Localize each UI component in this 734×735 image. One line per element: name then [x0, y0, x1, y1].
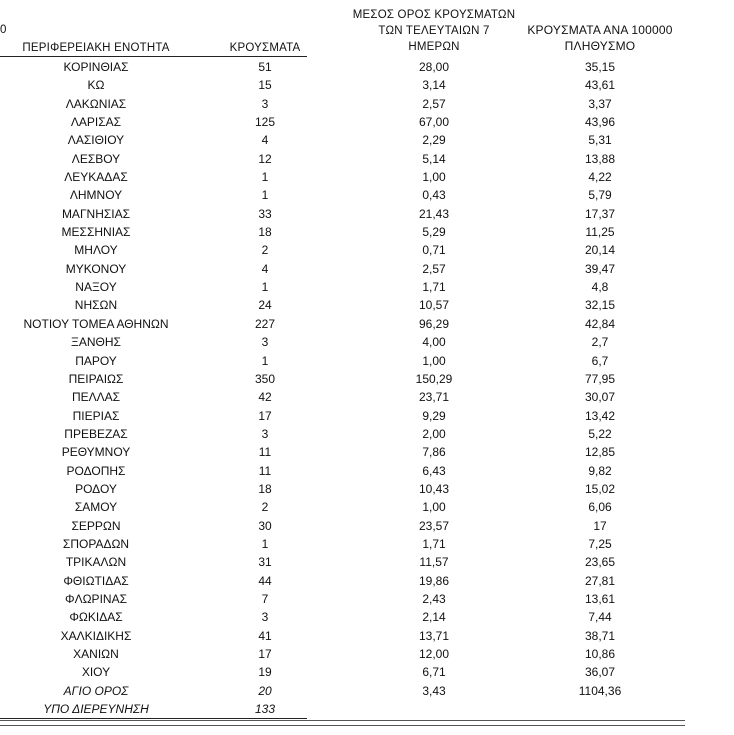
seven-day-average-cell: 96,29: [418, 316, 450, 331]
cases-cell: 2: [261, 500, 269, 515]
cases-cell: 17: [258, 647, 272, 661]
cases-cell: 24: [258, 298, 272, 313]
cases-per-100k-cell: 17,37: [584, 206, 616, 221]
region-cell: ΥΠΟ ΔΙΕΡΕΥΝΗΣΗ: [43, 702, 149, 717]
cases-per-100k-cell: 7,25: [588, 536, 612, 551]
seven-day-average-cell: 1,00: [422, 500, 446, 515]
header-avg-line-3: ΗΜΕΡΩΝ: [408, 41, 460, 53]
table-row: [0, 315, 734, 333]
cases-per-100k-cell: 13,42: [584, 408, 616, 423]
cases-cell: 15: [258, 78, 272, 93]
cases-cell: 33: [258, 206, 272, 221]
table-row: [0, 682, 734, 700]
cases-per-100k-cell: 32,15: [584, 298, 616, 313]
region-cell: ΛΕΣΒΟΥ: [71, 151, 121, 166]
cases-per-100k-cell: 10,86: [584, 647, 616, 661]
cases-cell: 1: [261, 170, 269, 185]
table-row: [0, 590, 734, 608]
seven-day-average-cell: 5,14: [422, 151, 446, 166]
table-row: [0, 407, 734, 425]
seven-day-average-cell: 19,86: [418, 573, 450, 588]
cases-per-100k-cell: 30,07: [584, 390, 616, 405]
header-seven-day-average: [348, 7, 520, 55]
cases-cell: 2: [261, 243, 269, 258]
region-cell: ΧΙΟΥ: [81, 665, 111, 680]
seven-day-average-cell: 3,14: [422, 78, 446, 93]
region-cell: ΦΩΚΙΔΑΣ: [69, 610, 123, 625]
cases-cell: 3: [261, 96, 269, 111]
cases-cell: 30: [258, 518, 272, 533]
region-cell: ΡΟΔΟΠΗΣ: [66, 463, 126, 478]
table-row: [0, 260, 734, 278]
seven-day-average-cell: 23,57: [418, 518, 450, 533]
table-row: [0, 352, 734, 370]
cases-cell: 133: [254, 702, 276, 717]
cases-cell: 3: [261, 426, 269, 441]
table-row: [0, 241, 734, 259]
region-cell: ΠΕΛΛΑΣ: [71, 390, 121, 405]
cases-cell: 31: [258, 555, 272, 570]
table-row: [0, 113, 734, 131]
seven-day-average-cell: 21,43: [418, 206, 450, 221]
seven-day-average-cell: 0,43: [422, 188, 446, 203]
table-header: [0, 0, 734, 60]
region-cell: ΛΗΜΝΟΥ: [69, 188, 123, 203]
cases-per-100k-cell: 13,61: [584, 591, 616, 606]
region-cell: ΠΡΕΒΕΖΑΣ: [64, 426, 128, 441]
cases-per-100k-cell: 11,25: [585, 225, 615, 240]
seven-day-average-cell: 1,00: [422, 353, 446, 368]
seven-day-average-cell: 28,00: [418, 60, 450, 74]
header-per-line-2: ΠΛΗΘΥΣΜΟ: [564, 39, 636, 53]
header-avg-line-1: ΜΕΣΟΣ ΟΡΟΣ ΚΡΟΥΣΜΑΤΩΝ: [352, 9, 516, 21]
region-cell: ΠΕΙΡΑΙΩΣ: [68, 371, 124, 386]
seven-day-average-cell: 9,29: [422, 408, 446, 423]
region-cell: ΜΕΣΣΗΝΙΑΣ: [61, 225, 131, 240]
cases-per-100k-cell: 27,81: [584, 573, 616, 588]
table-row: [0, 58, 734, 76]
cases-cell: 3: [261, 335, 269, 350]
cases-per-100k-cell: 43,96: [584, 115, 616, 130]
cases-per-100k-cell: 38,71: [584, 628, 616, 643]
seven-day-average-cell: 12,00: [418, 647, 450, 661]
table-row: [0, 223, 734, 241]
cases-per-100k-cell: 7,44: [588, 610, 612, 625]
header-region: ΠΕΡΙΦΕΡΕΙΑΚΗ ΕΝΟΤΗΤΑ: [22, 42, 170, 54]
last-row-underline: [0, 718, 307, 719]
table-row: [0, 553, 734, 571]
table-row: [0, 333, 734, 351]
table-body: [0, 58, 734, 718]
table-row: [0, 462, 734, 480]
region-cell: ΣΑΜΟΥ: [74, 500, 118, 515]
cases-cell: 18: [258, 225, 272, 240]
table-row: [0, 663, 734, 681]
cases-cell: 12: [258, 151, 272, 166]
seven-day-average-cell: 2,00: [422, 426, 446, 441]
region-cell: ΡΟΔΟΥ: [75, 481, 117, 496]
seven-day-average-cell: 1,71: [422, 280, 446, 295]
table-row: [0, 168, 734, 186]
header-cases: ΚΡΟΥΣΜΑΤΑ: [229, 42, 301, 54]
cases-cell: 42: [258, 390, 272, 405]
cases-per-100k-cell: 5,22: [588, 426, 612, 441]
cases-per-100k-cell: 15,02: [584, 481, 616, 496]
region-cell: ΦΘΙΩΤΙΔΑΣ: [63, 573, 129, 588]
cases-cell: 4: [261, 261, 269, 276]
cases-per-100k-cell: 13,88: [584, 151, 616, 166]
table-row: [0, 296, 734, 314]
cases-cell: 7: [261, 591, 269, 606]
header-underline: [0, 56, 307, 57]
seven-day-average-cell: 3,43: [422, 683, 446, 698]
cases-per-100k-cell: 17: [593, 518, 607, 533]
table-row: [0, 627, 734, 645]
table-row: [0, 535, 734, 553]
region-cell: ΦΛΩΡΙΝΑΣ: [65, 591, 127, 606]
header-corner-label: 0: [0, 24, 7, 36]
header-cases-per-100k: [515, 22, 685, 54]
cases-cell: 227: [254, 316, 276, 331]
cases-cell: 125: [254, 115, 276, 130]
seven-day-average-cell: 67,00: [418, 115, 450, 130]
cases-per-100k-cell: 12,85: [584, 445, 616, 460]
cases-cell: 4: [261, 133, 269, 148]
table-row: [0, 95, 734, 113]
region-cell: ΣΕΡΡΩΝ: [71, 518, 121, 533]
cases-cell: 1: [261, 280, 269, 295]
region-cell: ΑΓΙΟ ΟΡΟΣ: [63, 683, 129, 698]
region-cell: ΠΑΡΟΥ: [75, 353, 117, 368]
cases-cell: 1: [261, 188, 269, 203]
table-row: [0, 700, 734, 718]
region-cell: ΡΕΘΥΜΝΟΥ: [61, 445, 131, 460]
cases-per-100k-cell: 9,82: [588, 463, 612, 478]
cases-per-100k-cell: 5,79: [588, 188, 612, 203]
table-row: [0, 645, 734, 663]
table-row: [0, 517, 734, 535]
region-cell: ΛΑΣΙΘΙΟΥ: [67, 133, 125, 148]
cases-cell: 11: [258, 445, 272, 460]
table-row: [0, 205, 734, 223]
table-row: [0, 131, 734, 149]
cases-cell: 1: [261, 536, 269, 551]
region-cell: ΛΑΡΙΣΑΣ: [70, 115, 122, 130]
region-cell: ΝΑΞΟΥ: [75, 280, 117, 295]
seven-day-average-cell: 13,71: [418, 628, 450, 643]
region-cell: ΛΕΥΚΑΔΑΣ: [64, 170, 128, 185]
cases-per-100k-cell: 3,37: [588, 96, 612, 111]
table-row: [0, 498, 734, 516]
cases-cell: 17: [258, 408, 272, 423]
cases-cell: 20: [258, 683, 272, 698]
header-per-line-1: ΚΡΟΥΣΜΑΤΑ ΑΝΑ 100000: [527, 23, 673, 37]
cases-cell: 350: [254, 371, 276, 386]
seven-day-average-cell: 10,57: [418, 298, 450, 313]
region-cell: ΛΑΚΩΝΙΑΣ: [65, 96, 127, 111]
region-cell: ΣΠΟΡΑΔΩΝ: [62, 536, 130, 551]
seven-day-average-cell: 2,57: [422, 261, 446, 276]
region-cell: ΚΟΡΙΝΘΙΑΣ: [63, 60, 129, 74]
seven-day-average-cell: 11,57: [419, 555, 449, 570]
seven-day-average-cell: 5,29: [422, 225, 446, 240]
seven-day-average-cell: 4,00: [422, 335, 446, 350]
cases-per-100k-cell: 6,06: [588, 500, 612, 515]
cases-per-100k-cell: 4,22: [588, 170, 612, 185]
cases-per-100k-cell: 77,95: [584, 371, 616, 386]
cases-per-100k-cell: 43,61: [584, 78, 616, 93]
cases-cell: 11: [258, 463, 272, 478]
table-row: [0, 572, 734, 590]
table-row: [0, 443, 734, 461]
region-cell: ΤΡΙΚΑΛΩΝ: [65, 555, 127, 570]
seven-day-average-cell: 2,43: [422, 591, 446, 606]
region-cell: ΚΩ: [87, 78, 105, 93]
table-row: [0, 186, 734, 204]
region-cell: ΞΑΝΘΗΣ: [71, 335, 121, 350]
table-row: [0, 370, 734, 388]
cases-per-100k-cell: 5,31: [588, 133, 612, 148]
region-cell: ΜΥΚΟΝΟΥ: [65, 261, 127, 276]
table-bottom-rule: [0, 720, 685, 726]
seven-day-average-cell: 1,71: [422, 536, 446, 551]
cases-cell: 19: [258, 665, 272, 680]
seven-day-average-cell: 0,71: [422, 243, 446, 258]
table-row: [0, 150, 734, 168]
table-row: [0, 76, 734, 94]
header-avg-line-2: ΤΩΝ ΤΕΛΕΥΤΑΙΩΝ 7: [378, 25, 490, 37]
cases-per-100k-cell: 39,47: [584, 261, 616, 276]
region-cell: ΜΑΓΝΗΣΙΑΣ: [61, 206, 131, 221]
region-cell: ΧΑΛΚΙΔΙΚΗΣ: [60, 628, 132, 643]
cases-cell: 3: [261, 610, 269, 625]
seven-day-average-cell: 150,29: [415, 371, 453, 386]
region-cell: ΝΟΤΙΟΥ ΤΟΜΕΑ ΑΘΗΝΩΝ: [23, 316, 169, 331]
seven-day-average-cell: 23,71: [418, 390, 450, 405]
cases-cell: 1: [261, 353, 269, 368]
cases-per-100k-cell: 36,07: [584, 665, 616, 680]
seven-day-average-cell: 1,00: [422, 170, 446, 185]
seven-day-average-cell: 2,29: [422, 133, 446, 148]
region-cell: ΝΗΣΩΝ: [74, 298, 118, 313]
region-cell: ΠΙΕΡΙΑΣ: [72, 408, 120, 423]
seven-day-average-cell: 6,43: [422, 463, 446, 478]
cases-per-100k-cell: 35,15: [584, 60, 616, 74]
table-row: [0, 388, 734, 406]
table-row: [0, 608, 734, 626]
cases-per-100k-cell: 20,14: [584, 243, 616, 258]
cases-per-100k-cell: 6,7: [591, 353, 609, 368]
cases-cell: 18: [258, 481, 272, 496]
table-row: [0, 480, 734, 498]
table-row: [0, 278, 734, 296]
region-cell: ΜΗΛΟΥ: [74, 243, 118, 258]
seven-day-average-cell: 2,14: [422, 610, 446, 625]
cases-cell: 44: [258, 573, 272, 588]
table-row: [0, 425, 734, 443]
region-cell: ΧΑΝΙΩΝ: [73, 647, 119, 661]
cases-per-100k-cell: 23,65: [584, 555, 616, 570]
seven-day-average-cell: 6,71: [422, 665, 446, 680]
cases-per-100k-cell: 42,84: [584, 316, 616, 331]
cases-per-100k-cell: 4,8: [591, 280, 609, 295]
seven-day-average-cell: 10,43: [418, 481, 450, 496]
cases-cell: 41: [258, 628, 272, 643]
seven-day-average-cell: 2,57: [422, 96, 446, 111]
cases-cell: 51: [258, 60, 272, 74]
seven-day-average-cell: 7,86: [422, 445, 446, 460]
cases-per-100k-cell: 2,7: [591, 335, 609, 350]
cases-per-100k-cell: 1104,36: [578, 683, 622, 698]
